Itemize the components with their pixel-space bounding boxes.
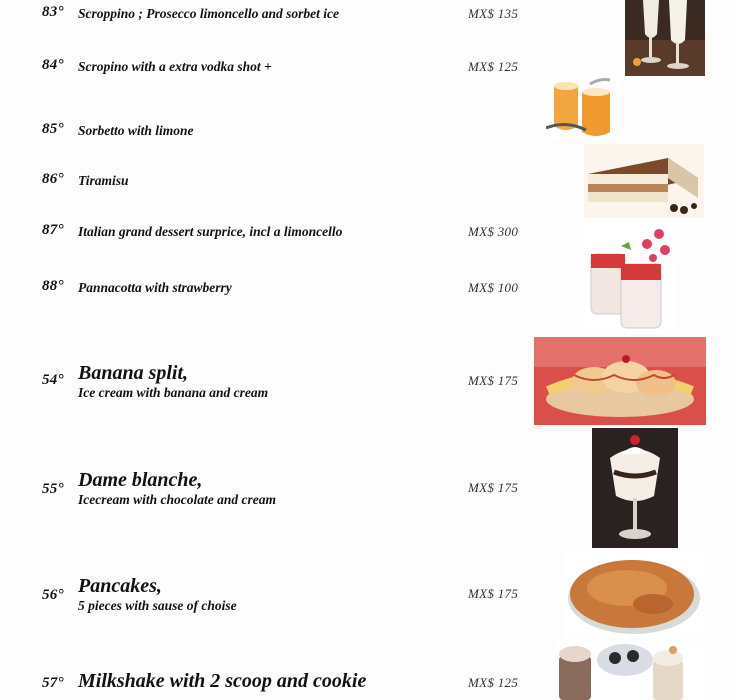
sundae-photo: [592, 428, 678, 548]
item-name: Banana split,: [78, 362, 189, 384]
item-name: Sorbetto with limone: [78, 123, 194, 138]
item-price: MX$ 125: [468, 59, 519, 74]
item-name: Milkshake with 2 scoop and cookie: [78, 670, 367, 692]
item-number: 88°: [42, 278, 64, 294]
item-name: Italian grand dessert surprice, incl a limoncello: [78, 224, 343, 239]
item-description: Ice cream with banana and cream: [78, 385, 269, 400]
champagne-glasses-photo: [625, 0, 705, 76]
item-number: 84°: [42, 57, 64, 73]
item-number: 87°: [42, 222, 64, 238]
item-price: MX$ 300: [468, 224, 519, 239]
item-price: MX$ 125: [468, 675, 519, 690]
item-price: MX$ 135: [468, 6, 519, 21]
item-price: MX$ 100: [468, 280, 519, 295]
item-number: 55°: [42, 481, 64, 497]
item-price: MX$ 175: [468, 586, 519, 601]
item-price: MX$ 175: [468, 373, 519, 388]
item-number: 57°: [42, 675, 64, 691]
item-name: Scropino with a extra vodka shot +: [78, 59, 272, 74]
item-description: Icecream with chocolate and cream: [78, 492, 276, 507]
item-name: Tiramisu: [78, 173, 129, 188]
item-number: 85°: [42, 121, 64, 137]
tiramisu-photo: [584, 144, 704, 218]
item-price: MX$ 175: [468, 480, 519, 495]
sorbet-cups-photo: [546, 78, 618, 140]
banana-split-photo: [534, 337, 706, 425]
item-number: 56°: [42, 587, 64, 603]
item-number: 86°: [42, 171, 64, 187]
item-description: 5 pieces with sause of choise: [78, 598, 237, 613]
item-name: Pannacotta with strawberry: [78, 280, 232, 295]
strawberry-dessert-photo: [585, 224, 675, 334]
item-name: Dame blanche,: [78, 469, 203, 491]
item-name: Pancakes,: [78, 575, 162, 597]
milkshake-photo: [555, 642, 705, 700]
item-number: 83°: [42, 4, 64, 20]
pancake-photo: [563, 552, 705, 638]
item-name: Scroppino ; Prosecco limoncello and sorbet ice: [78, 6, 339, 21]
item-number: 54°: [42, 372, 64, 388]
